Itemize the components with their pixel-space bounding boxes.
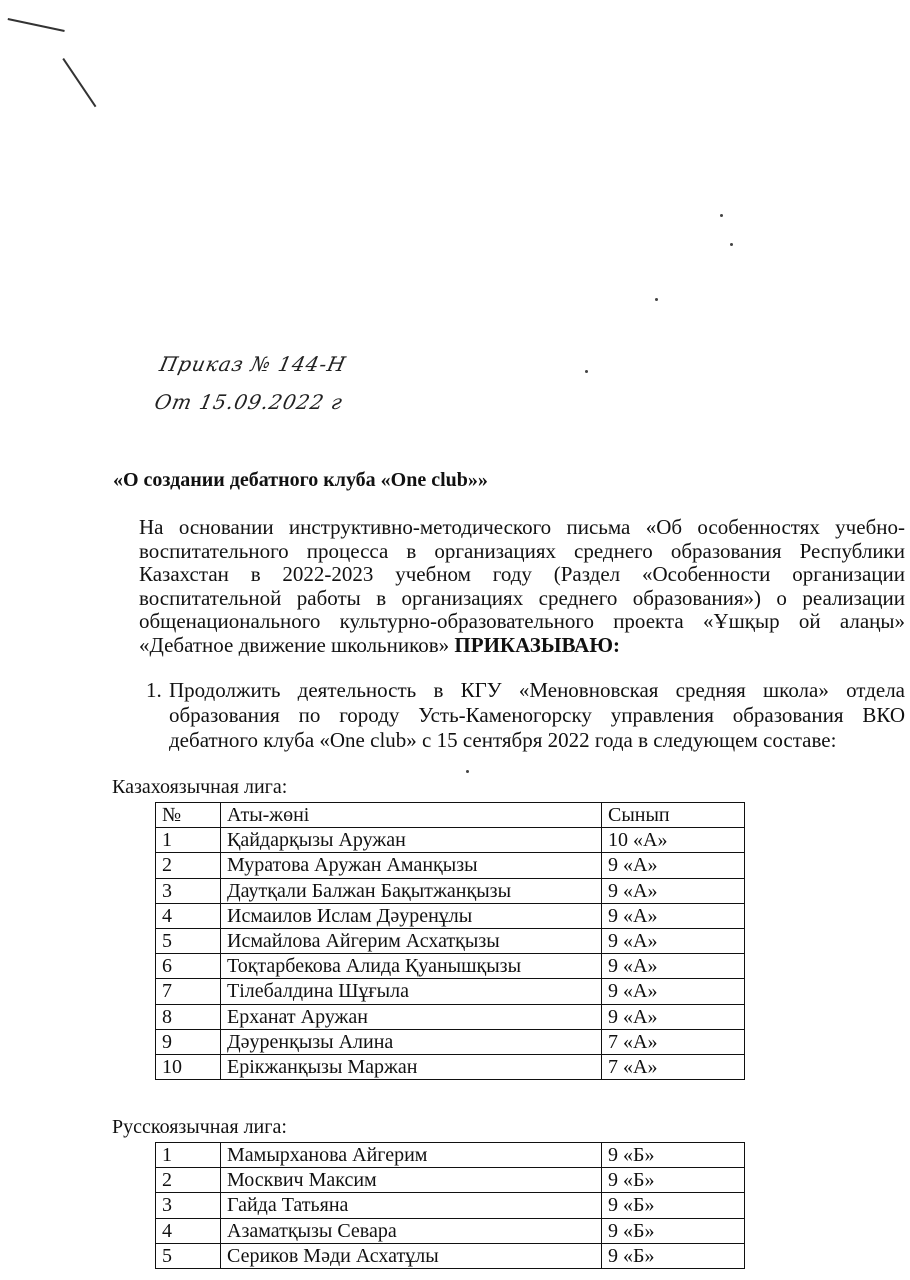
preamble-paragraph <box>139 516 905 657</box>
table-row <box>156 903 745 928</box>
row-number: 4 <box>156 1218 221 1243</box>
table-row <box>156 1193 745 1218</box>
document-title: «О создании дебатного клуба «One club»» <box>113 469 488 491</box>
table-row <box>156 1054 745 1079</box>
student-name: Ерханат Аружан <box>221 1004 602 1029</box>
student-name: Гайда Татьяна <box>221 1193 602 1218</box>
table-row <box>156 828 745 853</box>
row-number: 2 <box>156 853 221 878</box>
student-name: Мамырханова Айгерим <box>221 1143 602 1168</box>
table-row <box>156 1029 745 1054</box>
header-name: Аты-жөні <box>221 803 602 828</box>
student-class: 9 «Б» <box>602 1243 745 1268</box>
row-number: 5 <box>156 1243 221 1268</box>
student-class: 7 «А» <box>602 1029 745 1054</box>
row-number: 9 <box>156 1029 221 1054</box>
table-row <box>156 1143 745 1168</box>
kazakh-league-label: Казахоязычная лига: <box>112 776 288 798</box>
table-row <box>156 1218 745 1243</box>
table-row <box>156 979 745 1004</box>
table-row <box>156 928 745 953</box>
table-row <box>156 878 745 903</box>
student-name: Исмаилов Ислам Дәуренұлы <box>221 903 602 928</box>
item-text: Продолжить деятельность в КГУ «Меновновская средняя школа» отдела образования по городу Усть-Каменогорску управления образования ВКО дебатного клуба «One club» с 15 сентября 2022 года в следующем составе: <box>169 678 905 752</box>
row-number: 10 <box>156 1054 221 1079</box>
kazakh-league-table <box>155 802 745 1080</box>
russian-league-table <box>155 1142 745 1269</box>
row-number: 1 <box>156 1143 221 1168</box>
student-class: 9 «Б» <box>602 1168 745 1193</box>
row-number: 1 <box>156 828 221 853</box>
student-class: 9 «А» <box>602 979 745 1004</box>
student-class: 9 «А» <box>602 853 745 878</box>
scan-speck <box>585 370 588 373</box>
row-number: 7 <box>156 979 221 1004</box>
row-number: 5 <box>156 928 221 953</box>
scan-speck <box>655 298 658 301</box>
student-class: 9 «А» <box>602 1004 745 1029</box>
student-name: Дәуренқызы Алина <box>221 1029 602 1054</box>
preamble-text: На основании инструктивно-методического письма «Об особенностях учебно-воспитательного процесса в организациях среднего образования Республики Казахстан в 2022-2023 учебном году (Раздел «Особенности организации воспитательной работы в организациях среднего образования») о реализации общенационального культурно-образовательного проекта «Ұшқыр ой алаңы» «Дебатное движение школьников» <box>139 515 905 657</box>
row-number: 3 <box>156 1193 221 1218</box>
scan-speck <box>730 243 733 246</box>
table-row <box>156 1004 745 1029</box>
student-name: Ерікжанқызы Маржан <box>221 1054 602 1079</box>
table-row <box>156 954 745 979</box>
student-class: 9 «А» <box>602 928 745 953</box>
table-row <box>156 1168 745 1193</box>
scan-speck <box>720 214 723 217</box>
student-class: 9 «Б» <box>602 1218 745 1243</box>
order-word: ПРИКАЗЫВАЮ: <box>454 632 620 657</box>
handwritten-order-number: Приказ № 144-Н <box>157 352 349 376</box>
student-name: Москвич Максим <box>221 1168 602 1193</box>
row-number: 3 <box>156 878 221 903</box>
student-name: Қайдарқызы Аружан <box>221 828 602 853</box>
student-name: Сериков Мәди Асхатұлы <box>221 1243 602 1268</box>
student-class: 9 «А» <box>602 903 745 928</box>
student-class: 9 «Б» <box>602 1143 745 1168</box>
student-name: Исмайлова Айгерим Асхатқызы <box>221 928 602 953</box>
student-name: Азаматқызы Севара <box>221 1218 602 1243</box>
student-class: 9 «Б» <box>602 1193 745 1218</box>
table-row <box>156 853 745 878</box>
student-class: 7 «А» <box>602 1054 745 1079</box>
student-name: Муратова Аружан Аманқызы <box>221 853 602 878</box>
student-name: Тілебалдина Шұғыла <box>221 979 602 1004</box>
scan-speck <box>466 770 469 773</box>
table-row <box>156 1243 745 1268</box>
student-name: Даутқали Балжан Бақытжанқызы <box>221 878 602 903</box>
scan-mark-top <box>8 18 65 32</box>
header-class: Сынып <box>602 803 745 828</box>
student-class: 9 «А» <box>602 954 745 979</box>
table-header-row <box>156 803 745 828</box>
student-class: 9 «А» <box>602 878 745 903</box>
row-number: 2 <box>156 1168 221 1193</box>
row-number: 8 <box>156 1004 221 1029</box>
russian-league-label: Русскоязычная лига: <box>112 1116 287 1138</box>
scan-mark-diagonal <box>62 58 96 107</box>
student-class: 10 «А» <box>602 828 745 853</box>
item-number: 1. <box>146 678 162 702</box>
header-number: № <box>156 803 221 828</box>
row-number: 6 <box>156 954 221 979</box>
handwritten-order-date: От 15.09.2022 г <box>152 390 346 414</box>
student-name: Тоқтарбекова Алида Қуанышқызы <box>221 954 602 979</box>
row-number: 4 <box>156 903 221 928</box>
